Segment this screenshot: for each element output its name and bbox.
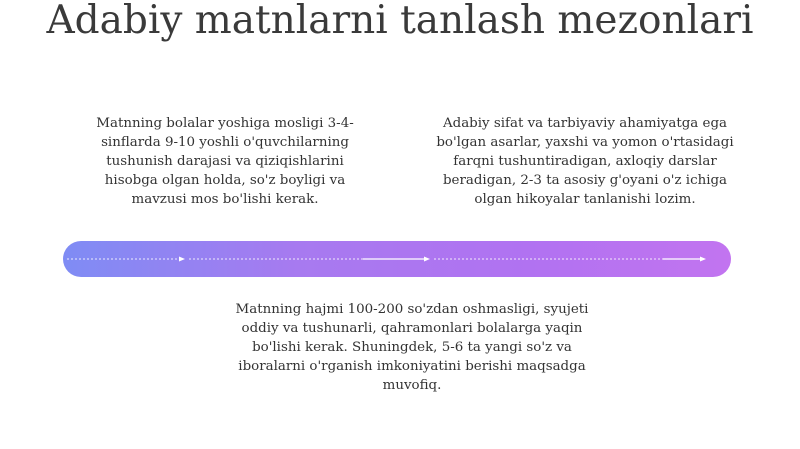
timeline-arrows bbox=[63, 241, 731, 277]
criteria-text-bottom: Matnning hajmi 100-200 so'zdan oshmasligi, syujeti oddiy va tushunarli, qahramonlari bolalarga yaqin bo'lishi kerak. Shuningdek, 5-6 ta yangi so'z va iboralarni o'rganish imkoniyatini berishi maqsadga muvofiq. bbox=[235, 302, 589, 393]
arrow-right-icon bbox=[67, 257, 185, 262]
slide-title: Adabiy matnlarni tanlash mezonlari bbox=[46, 0, 754, 43]
criteria-text-right: Adabiy sifat va tarbiyaviy ahamiyatga ega bo'lgan asarlar, yaxshi va yomon o'rtasidagi farqni tushuntiradigan, axloqiy darslar beradigan, 2-3 ta asosiy g'oyani o'z ichiga olgan hikoyalar tanlanishi lozim. bbox=[436, 116, 734, 207]
arrow-right-icon bbox=[189, 257, 430, 262]
criteria-text-left: Matnning bolalar yoshiga mosligi 3-4-sinflarda 9-10 yoshli o'quvchilarning tushunish darajasi va qiziqishlarini hisobga olgan holda, so'z boyligi va mavzusi mos bo'lishi kerak. bbox=[96, 116, 354, 207]
timeline-bar bbox=[63, 241, 731, 277]
arrow-right-icon bbox=[434, 257, 706, 262]
